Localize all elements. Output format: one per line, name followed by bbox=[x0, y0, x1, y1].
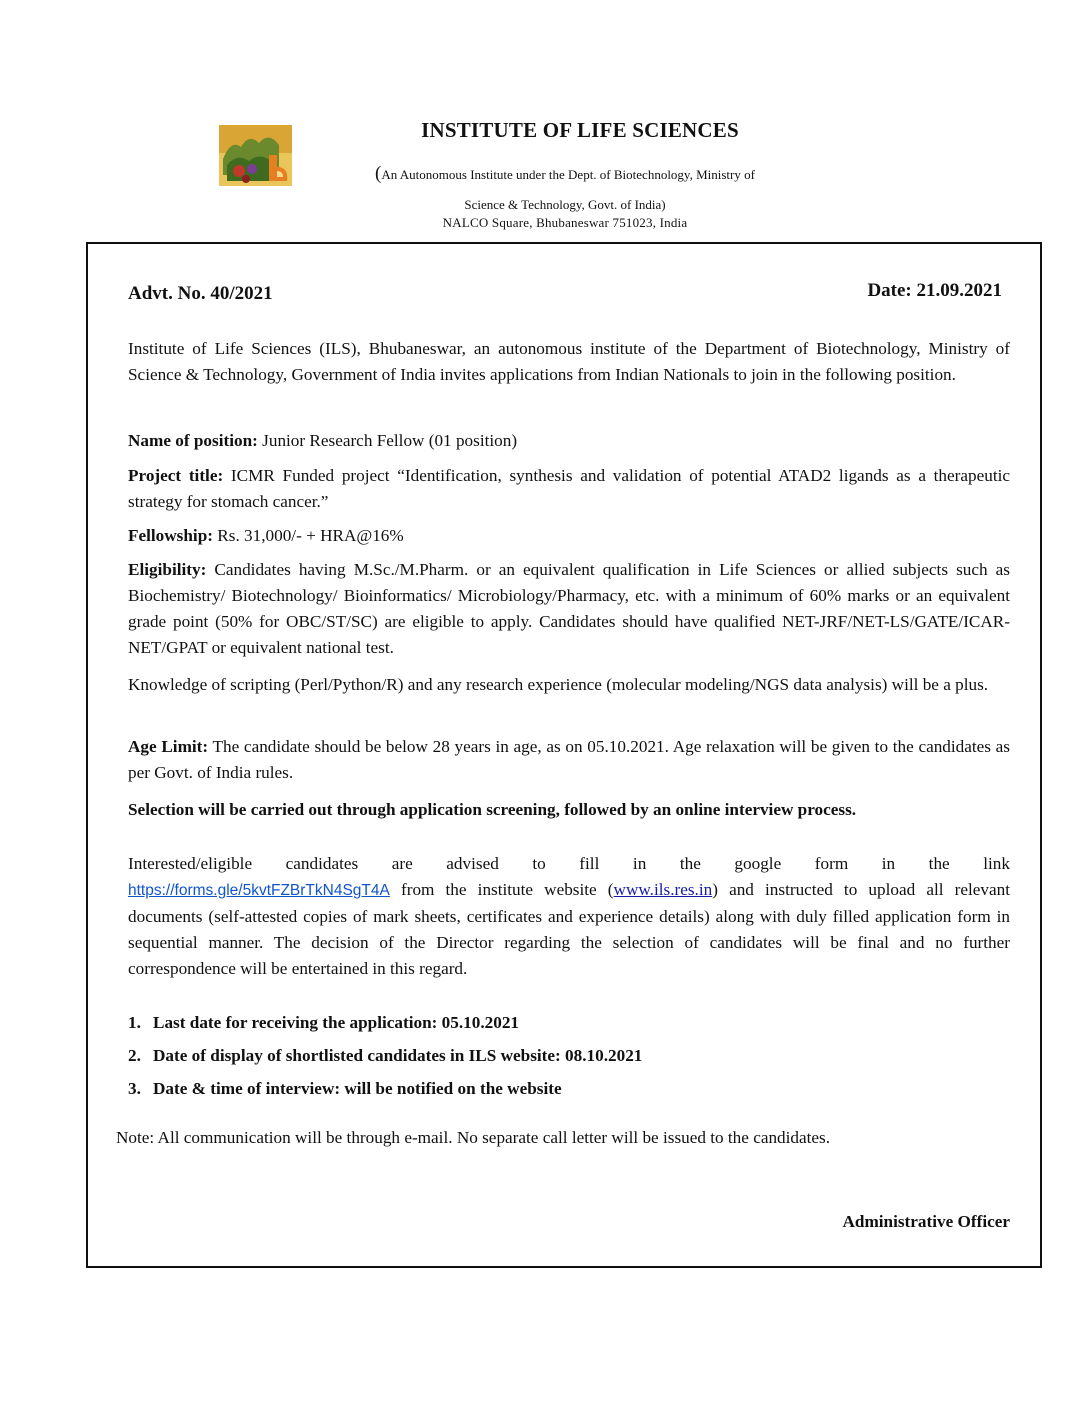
fellowship-label: Fellowship: bbox=[128, 526, 213, 545]
position-value: Junior Research Fellow (01 position) bbox=[262, 431, 518, 450]
intro-paragraph: Institute of Life Sciences (ILS), Bhubaneswar, an autonomous institute of the Department of Biotechnology, Ministry of Science & Technology, Government of India invites applications from Indian Nationals to join in the following position. bbox=[128, 339, 1010, 384]
selection-statement: Selection will be carried out through application screening, followed by an online interview process. bbox=[128, 800, 857, 819]
apply-paragraph bbox=[128, 877, 1010, 982]
institute-name: INSTITUTE OF LIFE SCIENCES bbox=[421, 118, 739, 142]
age-limit-value: The candidate should be below 28 years in age, as on 05.10.2021. Age relaxation will be given to the candidates as per Govt. of India rules. bbox=[128, 737, 1010, 782]
institute-subtitle-line2: Science & Technology, Govt. of India) bbox=[464, 197, 666, 212]
apply-text-b: ) and instructed to upload all relevant documents (self-attested copies of mark sheets, certificates and experience details) along with duly filled application form in sequential manner. The decision of the Director regarding the selection of candidates will be final and no further correspondence will be entertained in this regard. bbox=[128, 880, 1011, 978]
communication-note: Note: All communication will be through e-mail. No separate call letter will be issued to the candidates. bbox=[116, 1128, 831, 1147]
google-form-link[interactable]: https://forms.gle/5kvtFZBrTkN4SgT4A bbox=[128, 882, 390, 899]
institute-website-link[interactable]: www.ils.res.in bbox=[613, 880, 713, 899]
subtitle-line1-text: An Autonomous Institute under the Dept. of Biotechnology, Ministry of bbox=[381, 167, 755, 182]
date-item-3-number: 3. bbox=[128, 1079, 141, 1098]
age-limit-label: Age Limit: bbox=[128, 737, 209, 756]
date-item-2-number: 2. bbox=[128, 1046, 141, 1065]
date-item-3 bbox=[128, 1079, 562, 1099]
date-item-1 bbox=[128, 1013, 519, 1033]
apply-line-1: Interested/eligible candidates are advised to fill in the google form in the link bbox=[128, 854, 1010, 873]
position-paragraph bbox=[128, 428, 1010, 454]
date-item-1-number: 1. bbox=[128, 1013, 141, 1032]
fellowship-paragraph bbox=[128, 523, 1010, 549]
date-item-2-text: Date of display of shortlisted candidates in ILS website: 08.10.2021 bbox=[153, 1046, 643, 1065]
institute-address: NALCO Square, Bhubaneswar 751023, India bbox=[442, 215, 688, 230]
advertisement-date: Date: 21.09.2021 bbox=[867, 280, 1002, 301]
apply-text-a: from the institute website ( bbox=[389, 880, 614, 899]
project-value: ICMR Funded project “Identification, synthesis and validation of potential ATAD2 ligands as a therapeutic strategy for stomach cancer.” bbox=[128, 466, 1011, 511]
signatory: Administrative Officer bbox=[842, 1212, 1010, 1231]
fellowship-value: Rs. 31,000/- + HRA@16% bbox=[217, 526, 404, 545]
knowledge-paragraph: Knowledge of scripting (Perl/Python/R) and any research experience (molecular modeling/NGS data analysis) will be a plus. bbox=[128, 675, 989, 694]
eligibility-label: Eligibility: bbox=[128, 560, 207, 579]
project-paragraph bbox=[128, 463, 1010, 515]
institute-subtitle-line1 bbox=[0, 163, 1088, 185]
subtitle-paren: ( bbox=[375, 163, 382, 184]
advertisement-number: Advt. No. 40/2021 bbox=[128, 283, 273, 304]
date-item-3-text: Date & time of interview: will be notified on the website bbox=[153, 1079, 562, 1098]
date-item-1-text: Last date for receiving the application: 05.10.2021 bbox=[153, 1013, 520, 1032]
age-limit-paragraph bbox=[128, 734, 1010, 786]
date-item-2 bbox=[128, 1046, 642, 1066]
project-label: Project title: bbox=[128, 466, 224, 485]
position-label: Name of position: bbox=[128, 431, 258, 450]
eligibility-paragraph bbox=[128, 557, 1010, 661]
eligibility-value: Candidates having M.Sc./M.Pharm. or an equivalent qualification in Life Sciences or allied subjects such as Biochemistry/ Biotechnology/ Bioinformatics/ Microbiology/Pharmacy, etc. with a minimum of 60% marks or an equivalent grade point (50% for OBC/ST/SC) are eligible to apply. Candidates should have qualified NET-JRF/NET-LS/GATE/ICAR-NET/GPAT or equivalent national test. bbox=[128, 560, 1010, 657]
